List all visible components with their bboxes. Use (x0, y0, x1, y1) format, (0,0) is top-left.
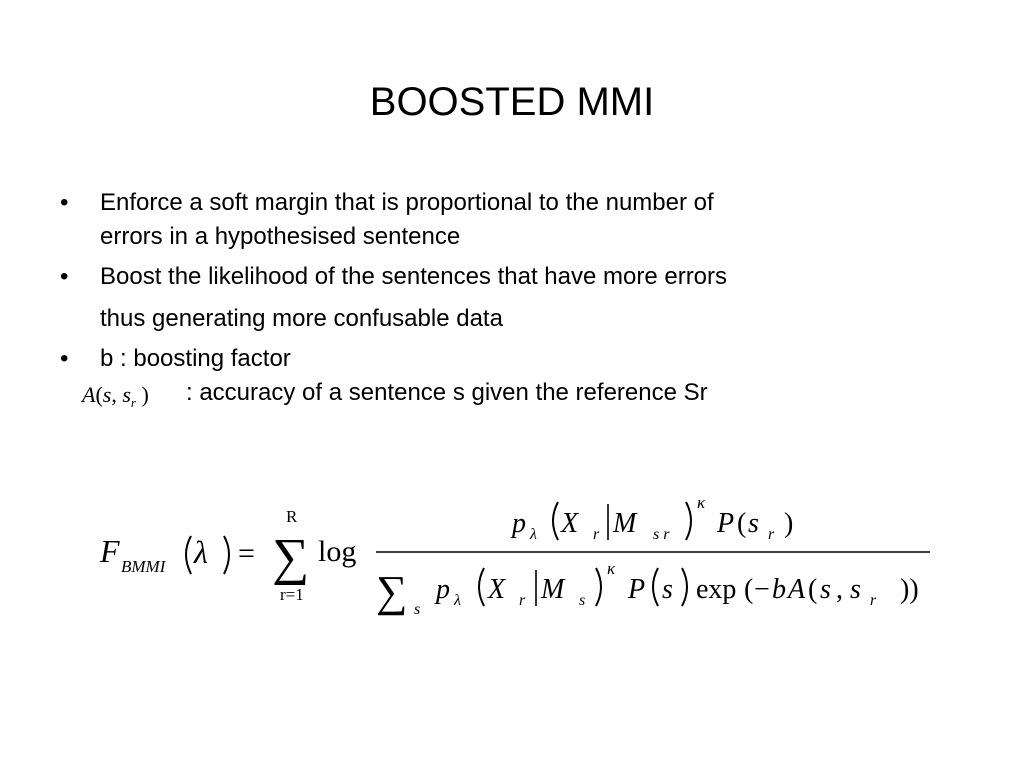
bullet-marker: • (60, 263, 69, 290)
paren-close (224, 536, 229, 574)
den-A-sr: s (850, 574, 861, 605)
den-close-parens: )) (900, 574, 919, 605)
den-M-sub: s (579, 592, 586, 609)
den-b: b (772, 574, 786, 605)
formula-equals: = (238, 537, 255, 570)
bullet-2-line-1: Boost the likelihood of the sentences that have more errors (100, 263, 728, 290)
accuracy-arg-sub: r (130, 395, 136, 410)
den-A-s: s (820, 574, 831, 605)
accuracy-symbol: A (82, 382, 96, 407)
num-X-sub: r (593, 526, 600, 543)
bullet-marker: • (60, 189, 69, 216)
sum-symbol: ∑ (272, 529, 310, 586)
num-P-paren-open: ( (737, 508, 747, 539)
bullet-2-line-2: thus generating more confusable data (100, 305, 503, 332)
bullet-marker: • (60, 345, 69, 372)
den-A-sr-sub: r (870, 592, 877, 609)
num-M-sub: s r (653, 526, 670, 543)
paren-open (186, 536, 191, 574)
num-M: M (613, 508, 637, 539)
num-kappa: κ (697, 493, 706, 512)
den-kappa: κ (607, 559, 616, 578)
den-M: M (541, 574, 565, 605)
bullet-1-line-1: Enforce a soft margin that is proportional to the number of (100, 189, 714, 216)
num-paren-close (686, 502, 691, 540)
den-sum-sub: s (414, 601, 421, 618)
den-X-sub: r (519, 592, 526, 609)
num-X: X (561, 508, 579, 539)
slide-title: BOOSTED MMI (369, 80, 655, 124)
den-sum-symbol: ∑ (376, 567, 408, 616)
num-P: P (717, 508, 735, 539)
formula-F: F (100, 533, 120, 569)
den-P: P (628, 574, 646, 605)
den-comma: , (836, 574, 843, 605)
num-P-paren-close: ) (784, 508, 794, 539)
den-X: X (488, 574, 506, 605)
bullet-1-line-2: errors in a hypothesised sentence (100, 223, 461, 250)
sum-lower-limit: r=1 (280, 585, 304, 604)
accuracy-description: : accuracy of a sentence s given the reference Sr (186, 379, 708, 406)
formula-log: log (318, 535, 357, 568)
formula-lambda: λ (194, 534, 208, 570)
num-p-lambda: λ (530, 526, 537, 543)
accuracy-arg-sr: s (122, 382, 131, 407)
den-exp-paren-open: ( (744, 574, 754, 605)
den-P-paren-close (682, 568, 687, 606)
den-s: s (662, 574, 673, 605)
num-p: p (512, 508, 526, 539)
num-paren-open (553, 502, 558, 540)
den-paren-close (596, 568, 601, 606)
num-s: s (748, 508, 759, 539)
bullet-3-line-1: b : boosting factor (100, 345, 291, 372)
den-P-paren-open (653, 568, 658, 606)
den-paren-open (479, 568, 484, 606)
formula-F-subscript: BMMI (121, 557, 166, 576)
den-A-paren-open: ( (808, 574, 818, 605)
formula-svg (0, 480, 1024, 620)
accuracy-arg-s: s (102, 382, 112, 407)
accuracy-expression: A(s, $s_r$ ) (82, 382, 149, 410)
sum-upper-limit: R (286, 507, 298, 526)
bmmi-formula (0, 480, 1024, 620)
num-s-sub: r (768, 526, 775, 543)
den-exp: exp (696, 574, 737, 605)
den-A: A (788, 574, 806, 605)
den-minus: − (754, 574, 770, 605)
den-p: p (436, 574, 450, 605)
den-p-lambda: λ (454, 592, 461, 609)
